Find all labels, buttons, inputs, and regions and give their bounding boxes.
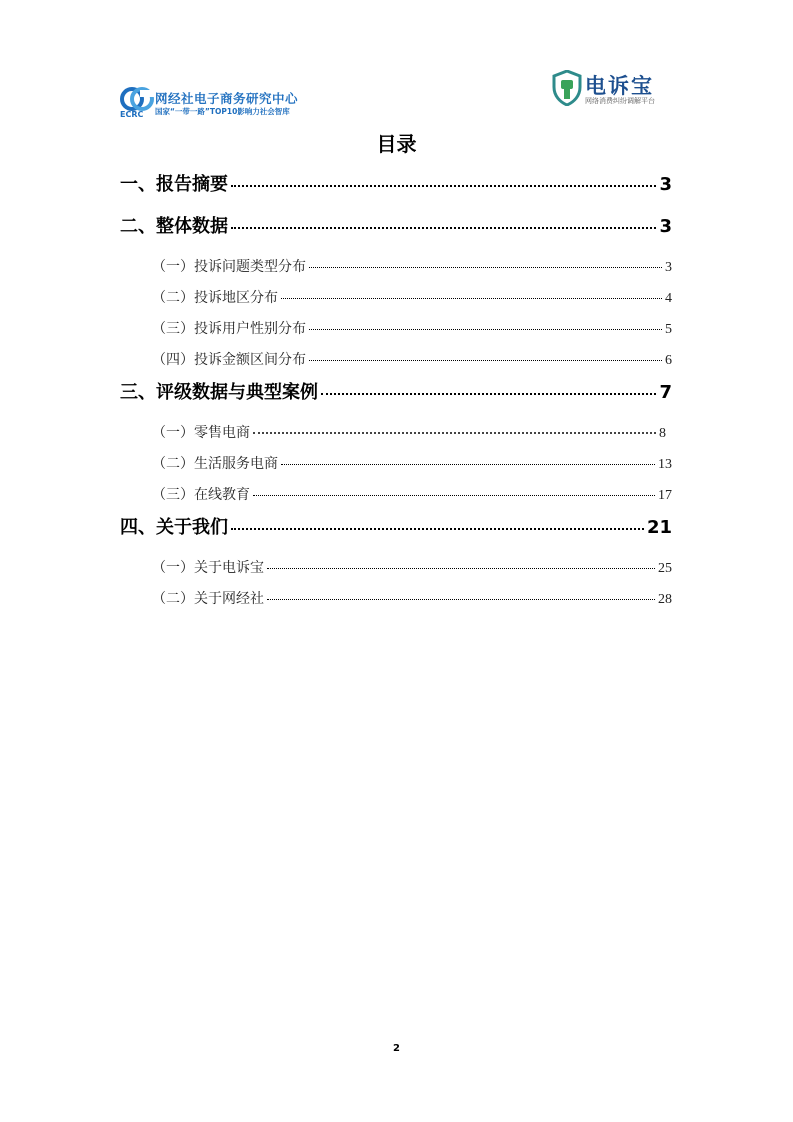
toc-entry-label: （三）在线教育 (152, 487, 250, 503)
toc-entry-label: 三、评级数据与典型案例 (120, 382, 318, 403)
ecrc-org-name: 网经社电子商务研究中心 (155, 91, 299, 106)
toc-leader (231, 528, 644, 530)
toc-entry-ratings-cases[interactable] (120, 378, 672, 404)
toc-entry-about-wangjingshe[interactable] (152, 588, 672, 608)
toc-entry-page: 28 (658, 592, 672, 607)
toc-entry-about-us[interactable] (120, 513, 672, 539)
page-number: 2 (393, 1043, 400, 1054)
toc-entry-label: （一）关于电诉宝 (152, 560, 264, 576)
toc-entry-label: （四）投诉金额区间分布 (152, 352, 306, 368)
dianshubao-logo (552, 70, 672, 108)
toc-entry-label: （一）零售电商 (152, 425, 250, 441)
toc-leader (309, 267, 662, 268)
toc-entry-page: 5 (665, 322, 672, 337)
toc-leader (281, 298, 662, 299)
toc-entry-label: （二）关于网经社 (152, 591, 264, 607)
toc-title: 目录 (376, 132, 417, 156)
toc-entry-retail-ecommerce[interactable] (152, 422, 672, 442)
toc-entry-amount-range[interactable] (152, 349, 672, 369)
dianshubao-brand: 电诉宝 (585, 74, 654, 98)
toc-leader (321, 393, 656, 395)
toc-leader (309, 360, 662, 361)
toc-entry-label: （二）生活服务电商 (152, 456, 278, 472)
toc-entry-life-services[interactable] (152, 453, 672, 473)
toc-entry-page: 3 (665, 260, 672, 275)
toc-entry-page: 4 (665, 291, 672, 306)
toc-entry-page: 6 (665, 353, 672, 368)
toc-entry-label: （二）投诉地区分布 (152, 290, 278, 306)
shield-fist-icon (552, 70, 582, 106)
ecrc-abbr: ECRC (120, 110, 144, 119)
toc-entry-user-gender[interactable] (152, 318, 672, 338)
toc-entry-page: 17 (658, 488, 672, 503)
toc-leader (309, 329, 662, 330)
dianshubao-slogan: 网络消费纠纷调解平台 (585, 97, 655, 105)
ecrc-tagline: 国家“一带一路”TOP10影响力社会智库 (155, 107, 290, 116)
toc-leader (253, 495, 655, 496)
toc-entry-page: 3 (659, 174, 672, 195)
toc-entry-overall-data[interactable] (120, 212, 672, 238)
toc-entry-about-dianshubao[interactable] (152, 557, 672, 577)
toc-leader (253, 432, 656, 434)
toc-entry-page: 7 (659, 382, 672, 403)
toc-entry-page: 21 (646, 517, 672, 538)
toc-leader (267, 599, 655, 600)
toc-leader (231, 185, 656, 187)
toc-entry-label: 二、整体数据 (120, 216, 228, 237)
toc-leader (281, 464, 655, 465)
toc-entry-page: 25 (658, 561, 672, 576)
toc-entry-label: 四、关于我们 (120, 517, 228, 538)
toc-entry-summary[interactable] (120, 170, 672, 196)
toc-entry-label: （一）投诉问题类型分布 (152, 259, 306, 275)
toc-leader (231, 227, 656, 229)
toc-entry-online-education[interactable] (152, 484, 672, 504)
toc-entry-page: 8 (659, 426, 666, 441)
toc-entry-page: 13 (658, 457, 672, 472)
toc-entry-label: 一、报告摘要 (120, 174, 228, 195)
toc-entry-page: 3 (659, 216, 672, 237)
toc-entry-complaint-regions[interactable] (152, 287, 672, 307)
toc-entry-complaint-types[interactable] (152, 256, 672, 276)
toc-leader (267, 568, 655, 569)
toc-entry-label: （三）投诉用户性别分布 (152, 321, 306, 337)
ecrc-logo (120, 86, 310, 120)
